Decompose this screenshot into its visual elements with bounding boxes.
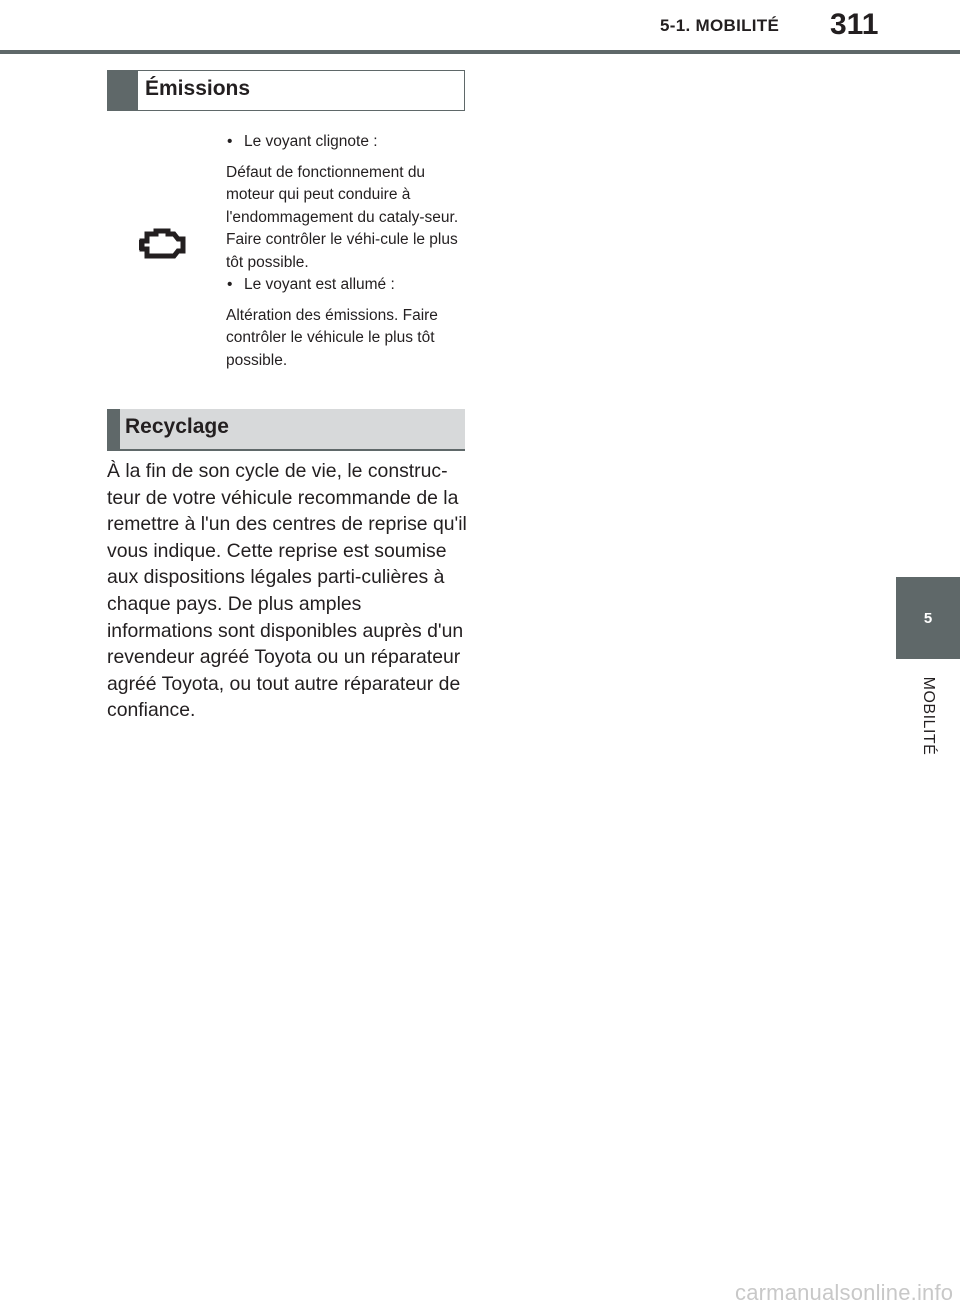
section-reference: 5-1. MOBILITÉ <box>660 16 780 35</box>
bullet-blinking: • Le voyant clignote : <box>226 131 461 154</box>
watermark: carmanualsonline.info <box>735 1280 954 1305</box>
blinking-description: Défaut de fonctionnement du moteur qui peut conduire à l'endommagement du cataly-seur. Faire contrôler le véhi-cule le plus tôt possible. <box>226 163 459 271</box>
icon-cell <box>107 111 217 381</box>
emissions-table-row <box>107 111 465 381</box>
emissions-title: Émissions <box>145 77 251 100</box>
bullet-lit: • Le voyant est allumé : <box>226 274 461 297</box>
chapter-tab-label: MOBILITÉ <box>920 676 937 756</box>
heading-bar <box>107 70 138 111</box>
emissions-heading <box>107 70 465 111</box>
lit-description: Altération des émissions. Faire contrôler le véhicule le plus tôt possible. <box>226 306 438 369</box>
chapter-tab-number: 5 <box>923 609 933 627</box>
header-rule <box>0 50 960 54</box>
engine-check-icon <box>137 226 187 267</box>
emissions-description <box>226 131 461 372</box>
recyclage-body: À la fin de son cycle de vie, le construc-teur de votre véhicule recommande de la remettre à l'un des centres de reprise qu'il vous indique. Cette reprise est soumise aux dispositions légales parti-culières à chaque pays. De plus amples informations sont disponibles auprès d'un revendeur agréé Toyota ou un réparateur agréé Toyota, ou tout autre réparateur de confiance. <box>107 460 467 722</box>
heading-bar <box>107 409 120 451</box>
chapter-tab <box>896 577 960 659</box>
recyclage-title: Recyclage <box>125 415 229 438</box>
page-header <box>0 0 960 56</box>
recyclage-heading <box>107 409 465 451</box>
page-number: 311 <box>830 8 879 41</box>
